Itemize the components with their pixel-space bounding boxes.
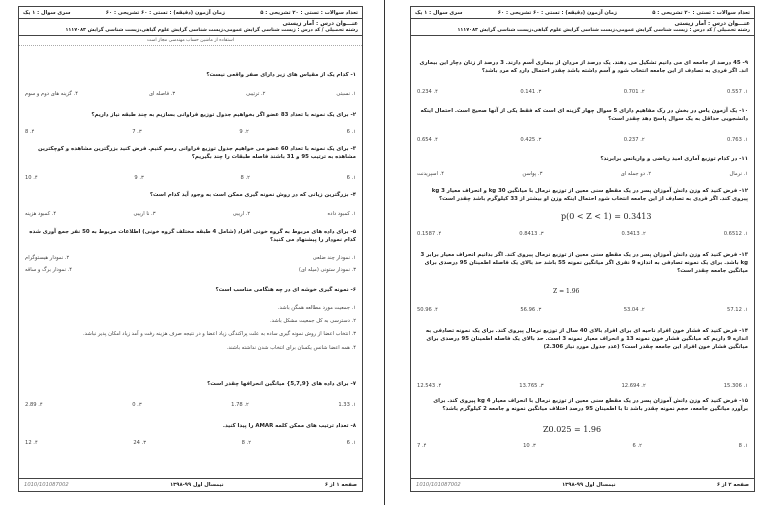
- option[interactable]: ۴. کمبود هزینه: [25, 211, 57, 217]
- page-number: صفحه ۲ از ۶: [716, 482, 749, 488]
- question-9-options: [417, 89, 748, 95]
- question-5-options-row1: [25, 255, 356, 261]
- option[interactable]: ۱. نرمال: [729, 171, 748, 177]
- course-title: عنـــوان درس : آمار زیستی: [674, 21, 750, 27]
- option[interactable]: ۴. 8: [25, 129, 35, 135]
- option[interactable]: ۳. 7: [132, 129, 142, 135]
- exam-code: 1010/101087002: [24, 482, 69, 488]
- question-8: ۸- تعداد ترتیب های ممکن کلمه AMAR را پیدا کنید.: [222, 423, 356, 429]
- question-series: سری سوال : ۱ یک: [23, 9, 71, 16]
- question-7: ۷- برای داده های {5,7,9} میانگین انحرافها چقدر است؟: [207, 381, 356, 387]
- question-8-options: [25, 440, 356, 446]
- option[interactable]: ۱. 8: [738, 443, 748, 449]
- page-footer: [411, 478, 754, 491]
- question-count: تعداد سوالات : تستی : ۲۰ تشریحی : ۵: [652, 9, 750, 16]
- option[interactable]: ۱. 57.12: [727, 307, 748, 313]
- question-10-options: [417, 137, 748, 143]
- exam-time: زمان آزمون (دقیقه) : تستی : ۶۰ تشریحی : ۶۰: [105, 9, 225, 16]
- option[interactable]: ۲. 6: [632, 443, 642, 449]
- option[interactable]: ۱. جمعیت مورد مطالعه همگن باشد.: [277, 305, 356, 311]
- question-15-options: [417, 443, 748, 449]
- option[interactable]: ۳. 0.425: [520, 137, 542, 143]
- question-2: ۲- برای یک نمونه با تعداد 83 عضو اگر بخواهیم جدول توزیع فراوانی بسازیم به چند طبقه نیاز داریم؟: [91, 112, 356, 118]
- option[interactable]: ۳. 13.765: [519, 383, 544, 389]
- option[interactable]: ۴. 0.234: [417, 89, 438, 95]
- option[interactable]: ۲. 53.04: [623, 307, 645, 313]
- option[interactable]: ۴. اسپریدنت: [417, 171, 445, 177]
- question-6: ۶- نمونه گیری خوشه ای در چه هنگامی مناسب است؟: [215, 287, 356, 293]
- question-1: ۱- کدام یک از مقیاس های زیر دارای صفر واقعی نیست؟: [206, 72, 356, 78]
- page-number: صفحه ۱ از ۶: [324, 482, 357, 488]
- option[interactable]: ۳. 24: [133, 440, 147, 446]
- question-14: ۱۴- فرض کنید که فشار خون افراد ناحیه ای برای افراد بالای 40 سال از توزیع نرمال پیروی کند. برای یک نمونه تصادفی به اندازه 9 داریم که میانگین فشار خون نمونه 13 و انحراف معیار نمونه 3 است. حد بالای یک فاصله اطمینان 95 درصدی برای میانگین فشار خون افراد این جامعه چقدر است؟ (عدد جدول مورد نیاز 2.306): [425, 328, 748, 350]
- option[interactable]: ۴. 2.89: [25, 402, 43, 408]
- field-and-code: رشته تحصیلی / کد درس : زیست شناسی گرایش عمومی،زیست شناسی گرایش علوم گیاهی،زیست شناسی گرایش ۱۱۱۷۰۸۳: [19, 28, 362, 36]
- option[interactable]: ۴. 10: [25, 175, 38, 181]
- term-label: نیمسال اول ۹۹-۱۳۹۸: [561, 482, 616, 488]
- option[interactable]: ۲. 1.78: [231, 402, 249, 408]
- option[interactable]: ۴. 0.1587: [417, 231, 442, 237]
- option[interactable]: ۱. نمودار چند ضلعی: [312, 255, 356, 261]
- option[interactable]: ۴. 12.543: [417, 383, 442, 389]
- option[interactable]: ۳. 0.8413: [519, 231, 544, 237]
- option[interactable]: ۲. 12.694: [621, 383, 646, 389]
- option[interactable]: ۱. 0.763: [727, 137, 748, 143]
- question-7-options: [25, 402, 356, 408]
- option[interactable]: ۱. نسبتی: [336, 91, 356, 97]
- question-4-options: [25, 211, 356, 217]
- option[interactable]: ۲. 9: [239, 129, 249, 135]
- option[interactable]: ۳. 9: [134, 175, 144, 181]
- option[interactable]: ۴. نمودار برگ و ساقه: [25, 267, 73, 273]
- option[interactable]: ۳. 10: [523, 443, 536, 449]
- option[interactable]: ۴. 50.96: [417, 307, 438, 313]
- option[interactable]: ۱. 0.6512: [723, 231, 748, 237]
- exam-page-2: [410, 6, 755, 492]
- option[interactable]: ۳. نمودار ستونی (میله ای): [298, 267, 356, 273]
- question-12-options: [417, 231, 748, 237]
- question-5-options-row2: [25, 267, 356, 273]
- option[interactable]: ۲. دسترسی به کل جمعیت مشکل باشد.: [269, 318, 356, 324]
- option[interactable]: ۴. 7: [417, 443, 427, 449]
- exam-time: زمان آزمون (دقیقه) : تستی : ۶۰ تشریحی : ۶۰: [497, 9, 617, 16]
- question-4: ۴- بزرگترین زیانی که در روش نمونه گیری ممکن است به وجود آید کدام است؟: [149, 192, 356, 198]
- option[interactable]: ۳. پواسن: [522, 171, 543, 177]
- option[interactable]: ۱. 0.557: [727, 89, 748, 95]
- question-6-options: [25, 305, 356, 351]
- question-11: ۱۱- در کدام توزیع آماری امید ریاضی و واریانس برابرند؟: [600, 156, 748, 162]
- field-and-code: رشته تحصیلی / کد درس : زیست شناسی گرایش عمومی،زیست شناسی گرایش علوم گیاهی،زیست شناسی گرایش ۱۱۱۷۰۸۳: [411, 28, 754, 36]
- option[interactable]: ۳. 0: [132, 402, 142, 408]
- option[interactable]: ۲. 0.237: [623, 137, 645, 143]
- option[interactable]: ۳. انتخاب اعضا از روش نمونه گیری ساده به علت پراکندگی زیاد اعضا و در نتیجه صرف هزینه رفت و آمد زیاد امکان پذیر نباشد.: [82, 331, 356, 337]
- center-divider: [384, 0, 385, 505]
- option[interactable]: ۳. فاصله ای: [148, 91, 176, 97]
- option[interactable]: ۱. 1.33: [338, 402, 356, 408]
- question-15: ۱۵- فرض کنید که وزن دانش آموزان پسر در یک مقطع سنی معین از توزیع نرمال با انحراف معیار 4 kg پیروی کند. برای برآورد میانگین جامعه، حجم نمونه چقدر باشد تا با اطمینان 95 درصد اختلاف میانگین نمونه و جامعه 2 کیلوگرم باشد؟: [433, 398, 748, 412]
- formula-q13: Z = 1.96: [553, 288, 580, 295]
- option[interactable]: ۴. 0.654: [417, 137, 438, 143]
- term-label: نیمسال اول ۹۹-۱۳۹۸: [169, 482, 224, 488]
- formula-q15: Z0.025 = 1.96: [543, 425, 602, 434]
- page-footer: [19, 478, 362, 491]
- question-13: ۱۳- فرض کنید که وزن دانش آموزان پسر در یک مقطع سنی معین از توزیع نرمال پیروی کند. اگر بدانیم انحراف معیار برابر 3 kg باشد. برای یک نمونه تصادفی به اندازه 9 نفری اگر میانگین نمونه 55 باشد حد بالای یک فاصله اطمینان 95 درصدی برای میانگین جامعه چقدر است؟: [420, 252, 748, 274]
- question-12: ۱۲- فرض کنید که وزن دانش آموزان پسر در یک مقطع سنی معین از توزیع نرمال با میانگین 30 kg و انحراف معیار 3 kg پیروی کند. اگر فردی به تصادف از این جامعه انتخاب شود احتمال اینکه وزن او بیشتر از 33 کیلوگرم باشد چقدر است؟: [431, 188, 748, 202]
- question-9: ۹- 45 درصد از جامعه ای می دانیم تشکیل می دهند. یک درصد از مردان از بیماری آسم دارند. 3 درصد از زنان دچار این بیماری اند. اگر فردی به تصادف از این جامعه انتخاب شود و آسم داشته باشد چقدر احتمال دارد که مرد باشد؟: [419, 60, 748, 74]
- page-header: [411, 7, 754, 19]
- question-3: ۳- برای یک نمونه با تعداد 60 عضو می خواهیم جدول توزیع فراوانی رسم کنیم. فرض کنید بزرگترین مشاهده و کوچکترین مشاهده به ترتیب 95 و 31 باشند فاصله طبقات را چند بگیریم؟: [37, 146, 356, 160]
- formula-q12: p(0 < Z < 1) = 0.3413: [561, 212, 652, 221]
- option[interactable]: ۲. 0.701: [623, 89, 645, 95]
- option[interactable]: ۱. 6: [346, 175, 356, 181]
- option[interactable]: ۳. 56.96: [520, 307, 542, 313]
- option[interactable]: ۱. 6: [346, 129, 356, 135]
- question-5: ۵- برای داده های مربوط به گروه خونی افراد (شامل 4 طبقه مختلف گروه خونی) اطلاعات مربوط به 50 نفر جمع آوری شده کدام نمودار را پیشنهاد می کنید؟: [29, 229, 356, 243]
- option[interactable]: ۲. 8: [241, 440, 252, 446]
- option[interactable]: ۴. همه اعضا شانس یکسان برای انتخاب شدن نداشته باشند.: [226, 345, 356, 351]
- question-13-options: [417, 307, 748, 313]
- option[interactable]: ۲. دو جمله ای: [620, 171, 652, 177]
- option[interactable]: ۴. 12: [25, 440, 38, 446]
- option[interactable]: ۲. 8: [240, 175, 250, 181]
- option[interactable]: ۳. نا اریبی: [133, 211, 156, 217]
- option[interactable]: ۱. 6: [346, 440, 356, 446]
- question-10: ۱۰- یک آزمون یاس در بخش در رک مفاهیم دارای 5 سوال چهار گزینه ای است که فقط یکی از آنها صحیح است. احتمال اینکه دانشجویی حداقل به یک سوال پاسخ دهد چقدر است؟: [420, 108, 748, 122]
- option[interactable]: ۲. نمودار هیستوگرام: [25, 255, 70, 261]
- option[interactable]: ۱. 15.306: [723, 383, 748, 389]
- option[interactable]: ۲. اریبی: [232, 211, 251, 217]
- calculator-note: استفاده از ماشین حساب مهندسی مجاز است: [19, 36, 362, 46]
- question-3-options: [25, 175, 356, 181]
- question-count: تعداد سوالات : تستی : ۲۰ تشریحی : ۵: [260, 9, 358, 16]
- option[interactable]: ۲. ترتیبی: [246, 91, 266, 97]
- question-14-options: [417, 383, 748, 389]
- option[interactable]: ۴. گزینه های دوم و سوم: [25, 91, 78, 97]
- question-2-options: [25, 129, 356, 135]
- exam-page-1: [18, 6, 363, 492]
- page-header: [19, 7, 362, 19]
- course-title: عنـــوان درس : آمار زیستی: [282, 21, 358, 27]
- question-11-options: [417, 171, 748, 177]
- option[interactable]: ۱. کمبود داده: [327, 211, 356, 217]
- option[interactable]: ۲. 0.3413: [621, 231, 646, 237]
- option[interactable]: ۳. 0.141: [520, 89, 542, 95]
- exam-code: 1010/101087002: [416, 482, 461, 488]
- question-series: سری سوال : ۱ یک: [415, 9, 463, 16]
- question-1-options: [25, 91, 356, 97]
